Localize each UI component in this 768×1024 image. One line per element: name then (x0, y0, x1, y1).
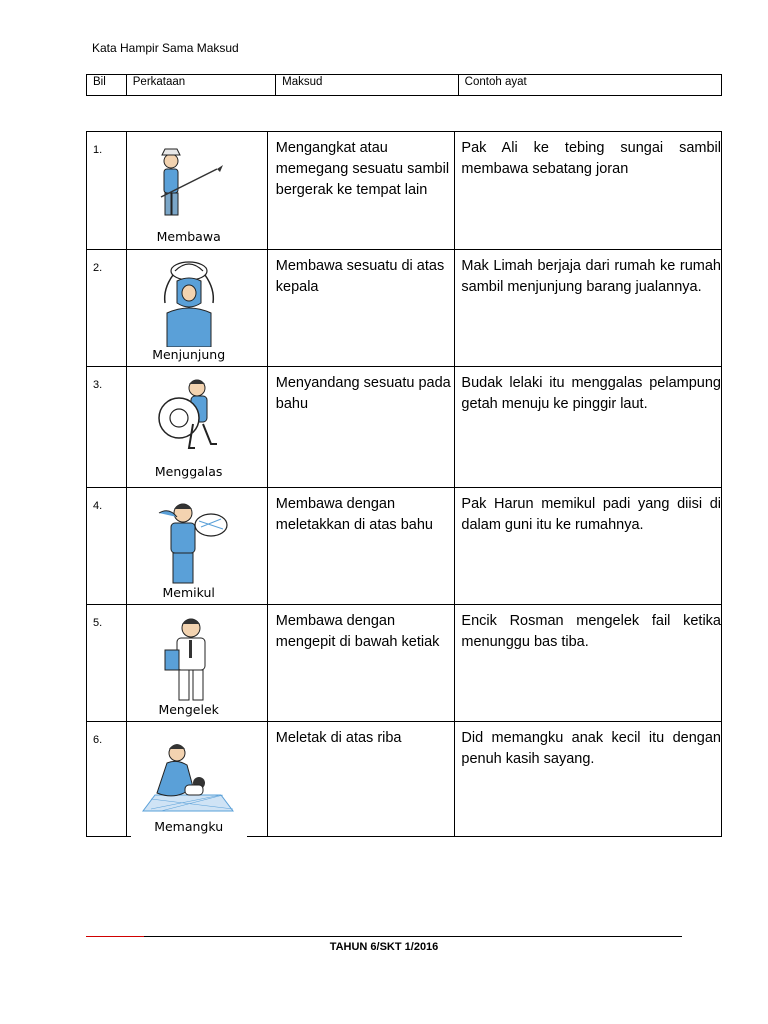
row-number: 5. (87, 605, 127, 722)
word-cell (126, 605, 267, 722)
word-cell (126, 367, 267, 488)
person-sack-on-shoulder-icon (131, 495, 247, 585)
maksud-cell: Menyandang sesuatu pada bahu (267, 367, 455, 488)
mother-with-child-icon (131, 729, 247, 819)
table-row (87, 488, 722, 605)
header-table (86, 74, 722, 96)
contoh-cell: Encik Rosman mengelek fail ketika menunggu bas tiba. (455, 605, 722, 722)
word-label: Mengelek (158, 702, 219, 717)
menggalas-illustration (131, 374, 247, 482)
row-number: 4. (87, 488, 127, 605)
table-row (87, 605, 722, 722)
word-cell (126, 722, 267, 837)
header-maksud: Maksud (276, 75, 459, 96)
memikul-illustration (131, 495, 247, 603)
footer-accent-line (86, 936, 144, 937)
word-label: Memikul (162, 585, 215, 600)
row-number: 2. (87, 250, 127, 367)
mengelek-illustration (131, 612, 247, 720)
word-cell (126, 488, 267, 605)
maksud-cell: Mengangkat atau memegang sesuatu sambil bergerak ke tempat lain (267, 132, 455, 250)
word-label: Membawa (156, 229, 221, 244)
row-number: 3. (87, 367, 127, 488)
row-number: 1. (87, 132, 127, 250)
footer-divider (86, 936, 682, 937)
table-row (87, 250, 722, 367)
menjunjung-illustration (131, 257, 247, 365)
word-label: Memangku (154, 819, 224, 834)
word-cell (126, 250, 267, 367)
row-number: 6. (87, 722, 127, 837)
footer-text: TAHUN 6/SKT 1/2016 (329, 941, 439, 953)
header-perkataan: Perkataan (126, 75, 275, 96)
maksud-cell: Membawa dengan mengepit di bawah ketiak (267, 605, 455, 722)
contoh-cell: Did memangku anak kecil itu dengan penuh kasih sayang. (455, 722, 722, 837)
person-carrying-rod-icon (131, 139, 247, 229)
memangku-illustration (131, 729, 247, 837)
membawa-illustration (131, 139, 247, 247)
maksud-cell: Membawa sesuatu di atas kepala (267, 250, 455, 367)
word-cell (126, 132, 267, 250)
word-label: Menjunjung (152, 347, 226, 362)
person-basket-on-head-icon (131, 257, 247, 347)
boy-with-float-icon (131, 374, 247, 464)
maksud-cell: Membawa dengan meletakkan di atas bahu (267, 488, 455, 605)
contoh-cell: Pak Harun memikul padi yang diisi di dalam guni itu ke rumahnya. (455, 488, 722, 605)
contoh-cell: Mak Limah berjaja dari rumah ke rumah sambil menjunjung barang jualannya. (455, 250, 722, 367)
page-title: Kata Hampir Sama Maksud (92, 41, 239, 55)
table-row (87, 132, 722, 250)
header-bil: Bil (87, 75, 127, 96)
contoh-cell: Pak Ali ke tebing sungai sambil membawa sebatang joran (455, 132, 722, 250)
table-row (87, 367, 722, 488)
maksud-cell: Meletak di atas riba (267, 722, 455, 837)
table-row (87, 722, 722, 837)
header-contoh: Contoh ayat (458, 75, 721, 96)
word-table (86, 131, 722, 837)
contoh-cell: Budak lelaki itu menggalas pelampung getah menuju ke pinggir laut. (455, 367, 722, 488)
person-file-under-arm-icon (131, 612, 247, 702)
word-label: Menggalas (154, 464, 223, 479)
